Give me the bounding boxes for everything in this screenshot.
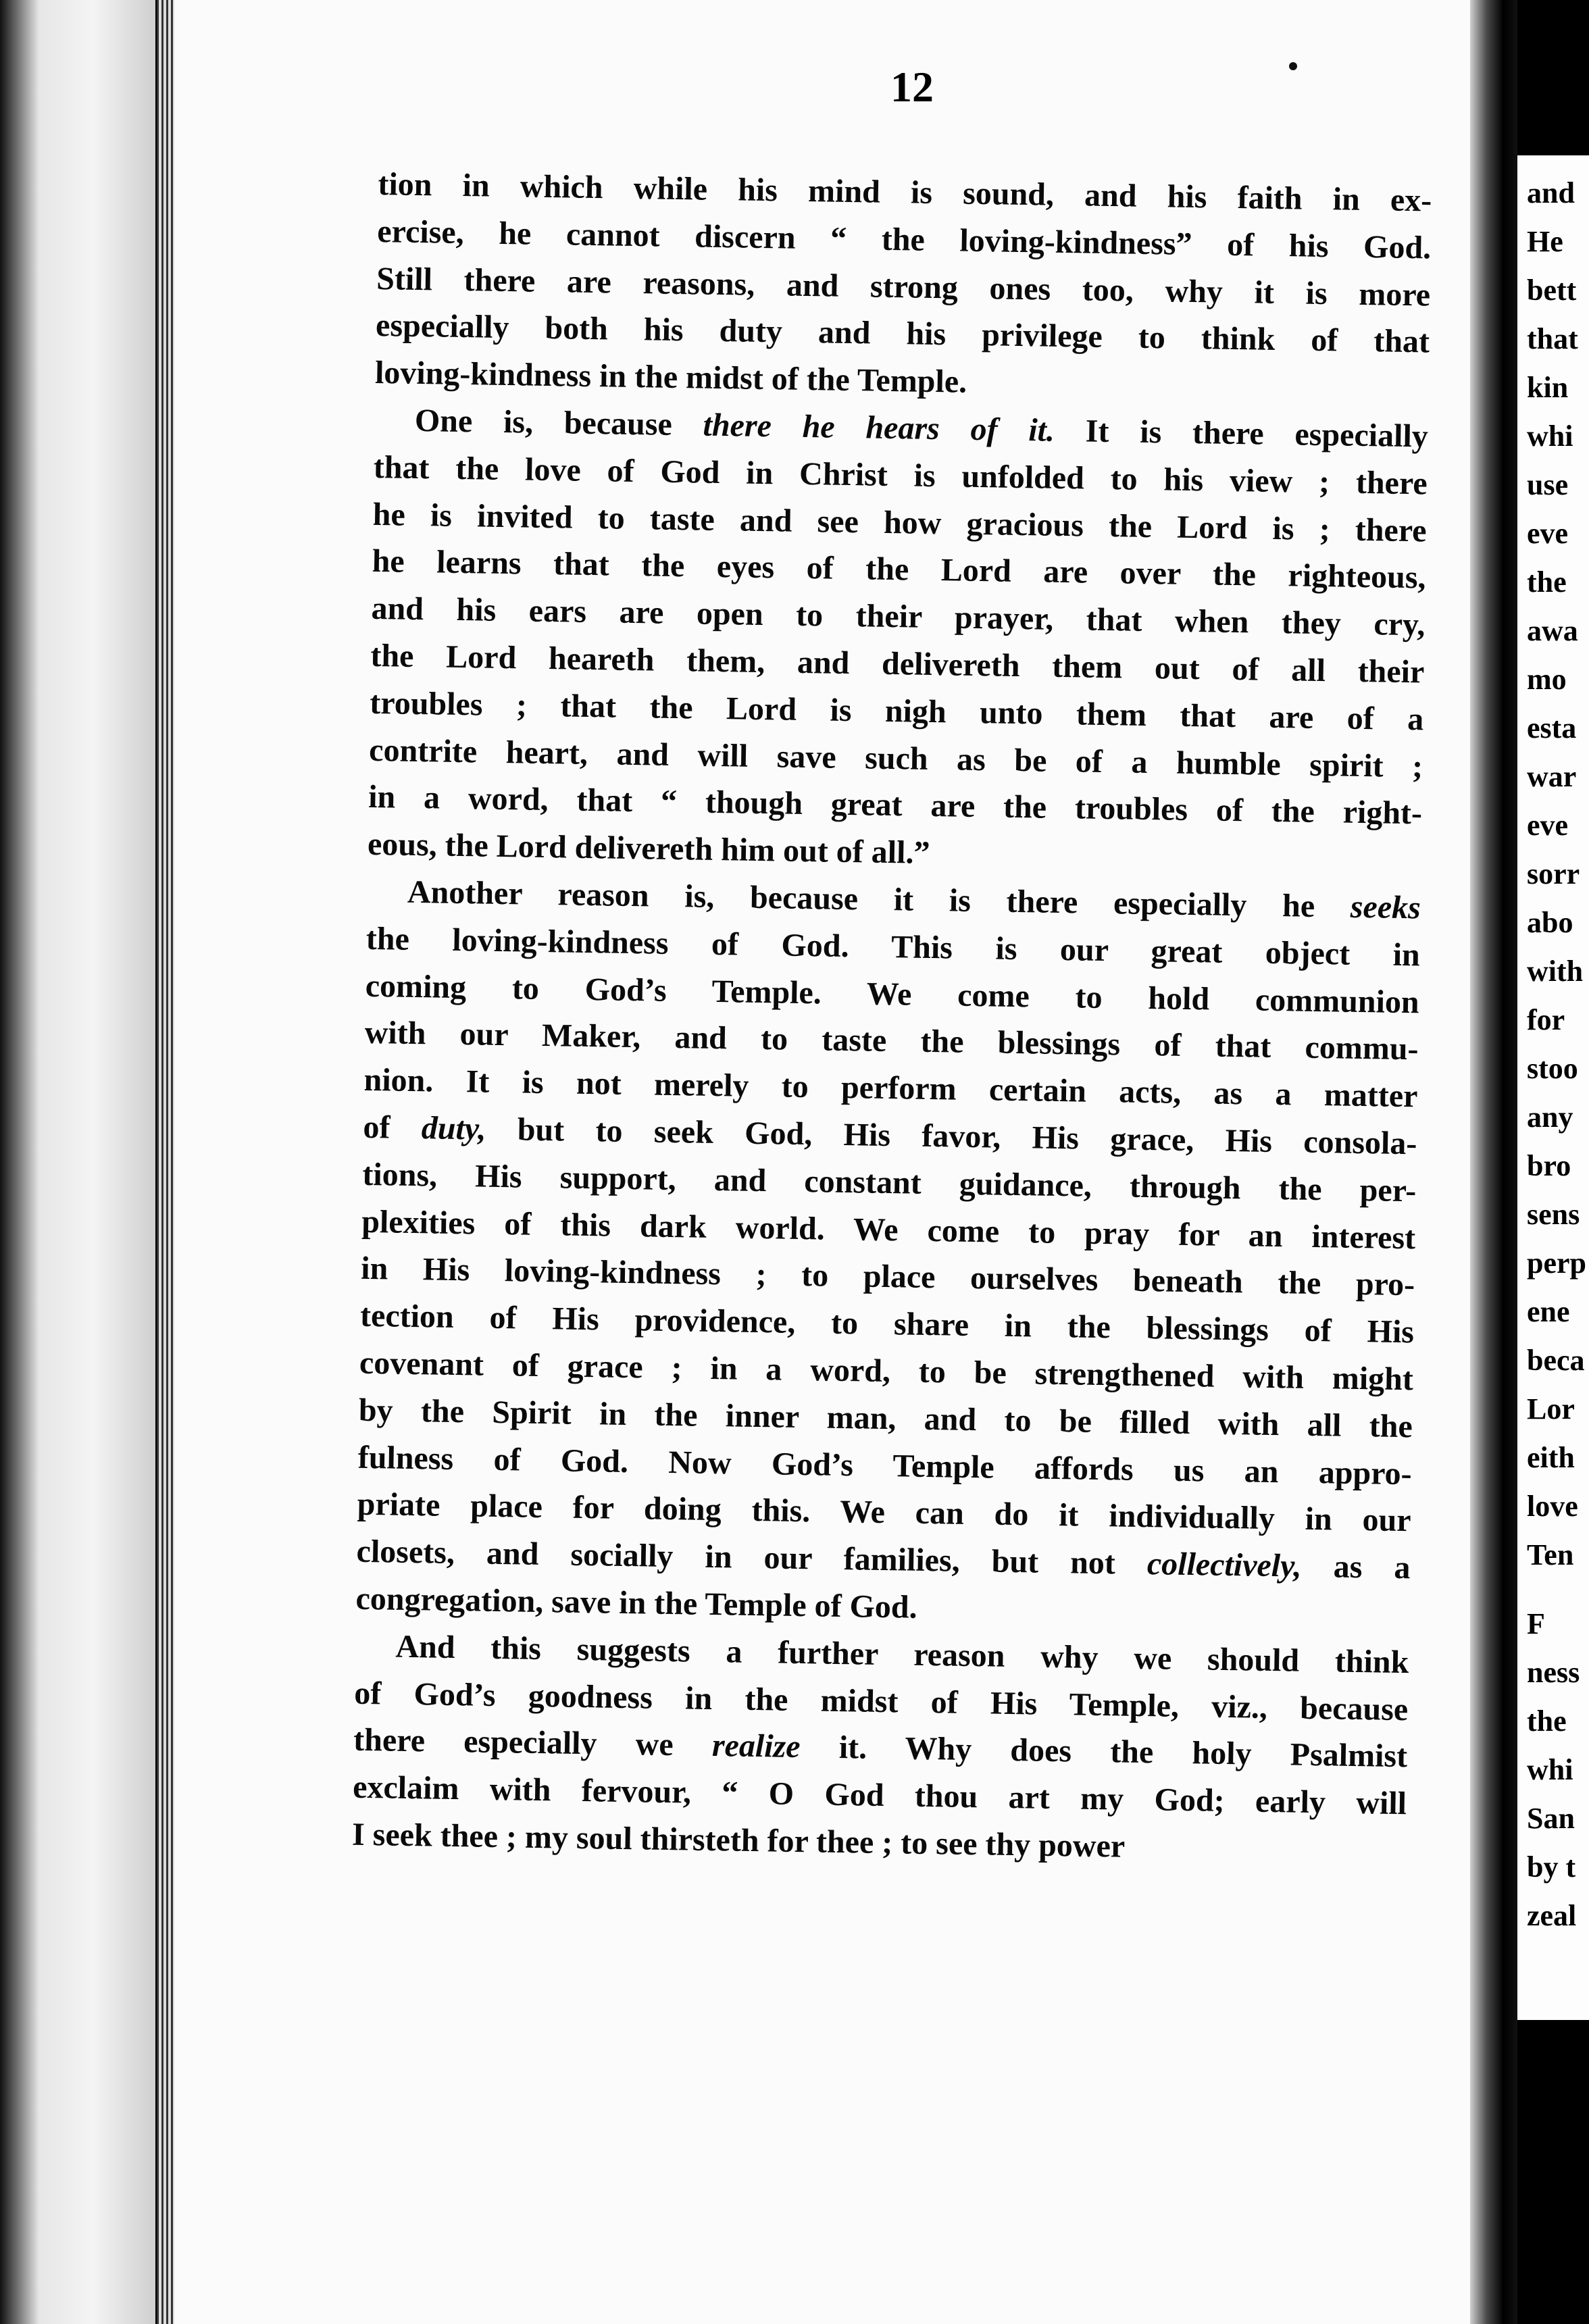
book-gutter-shadow <box>1470 0 1517 2324</box>
page-number: 12 <box>890 63 934 111</box>
text-run: eous, the Lord delivereth him out of all.” <box>367 826 930 872</box>
facing-page-fragment: the <box>1527 1704 1567 1738</box>
facing-page-fragment: perp <box>1527 1246 1586 1280</box>
text-run: in a word, that “ though great are the troubles of the right- <box>368 779 1423 832</box>
text-run: contrite heart, and will save such as be of a humble spirit ; <box>368 732 1423 784</box>
facing-page-fragment: ness <box>1527 1656 1580 1689</box>
text-run: congregation, save in the Temple of God. <box>355 1580 918 1625</box>
text-run: but to seek God, His favor, His grace, His consola- <box>486 1111 1417 1162</box>
facing-page-fragment: for <box>1527 1003 1565 1036</box>
facing-page-fragment: whi <box>1527 1753 1573 1786</box>
italic-text-run: collectively, <box>1146 1546 1303 1584</box>
facing-page-fragment: eve <box>1527 517 1569 550</box>
facing-page-fragment: mo <box>1527 663 1567 696</box>
text-run: One is, because <box>414 402 704 443</box>
facing-page-fragment: war <box>1527 760 1577 793</box>
text-run: ercise, he cannot discern “ the loving-kindness” of his God. <box>376 213 1432 266</box>
facing-page-fragment: He <box>1527 225 1563 258</box>
text-run: and his ears are open to their prayer, that when they cry, <box>371 590 1426 643</box>
ink-dot-mark <box>1289 62 1297 70</box>
facing-page-fragment: awa <box>1527 614 1578 647</box>
facing-page-fragment: sorr <box>1527 857 1580 890</box>
facing-page-fragment: San <box>1527 1802 1575 1835</box>
facing-page-fragment: ene <box>1527 1295 1570 1328</box>
text-run: It is there especially <box>1054 412 1429 455</box>
facing-page-fragment: use <box>1527 468 1569 501</box>
text-run: I seek thee ; my soul thirsteth for thee ; to see thy power <box>351 1816 1126 1865</box>
text-run: the Lord heareth them, and delivereth them out of all their <box>370 637 1425 690</box>
text-run: priate place for doing this. We can do it individually in our <box>357 1486 1411 1539</box>
facing-page-fragment: whi <box>1527 420 1573 453</box>
facing-page-fragment: the <box>1527 565 1567 599</box>
text-run: it. Why does the holy Psalmist <box>800 1729 1408 1775</box>
facing-page-fragment: abo <box>1527 906 1573 939</box>
text-run: nion. It is not merely to perform certain acts, as a matter <box>363 1061 1418 1115</box>
italic-text-run: there he hears of it. <box>703 407 1055 449</box>
facing-page-fragment: love <box>1527 1490 1578 1523</box>
text-run: by the Spirit in the inner man, and to be filled with all the <box>358 1392 1413 1444</box>
facing-page-fragment: any <box>1527 1101 1573 1134</box>
page-body-text <box>352 161 1432 1875</box>
text-run: troubles ; that the Lord is nigh unto them that are of a <box>369 684 1424 738</box>
text-run: he learns that the eyes of the Lord are over the righteous, <box>372 543 1426 596</box>
text-run: plexities of this dark world. We come to pray for an interest <box>361 1203 1416 1256</box>
text-run: exclaim with fervour, “ O God thou art my God; early will <box>352 1769 1407 1822</box>
facing-page-fragment: that <box>1527 322 1578 355</box>
italic-text-run: realize <box>711 1727 801 1765</box>
facing-page-fragment: bro <box>1527 1149 1571 1182</box>
text-run: the loving-kindness of God. This is our great object in <box>365 920 1421 974</box>
text-run: as a <box>1301 1548 1411 1586</box>
text-run: of <box>363 1109 422 1146</box>
text-run: with our Maker, and to taste the blessings of that commu- <box>364 1015 1419 1067</box>
text-run: he is invited to taste and see how gracious the Lord is ; there <box>372 496 1428 549</box>
text-run: closets, and socially in our families, but not <box>356 1533 1148 1582</box>
text-run: fulness of God. Now God’s Temple affords us an appro- <box>357 1439 1413 1492</box>
scan-left-margin <box>0 0 155 2324</box>
facing-page-fragment: eve <box>1527 809 1569 842</box>
facing-page-fragment: F <box>1527 1607 1545 1640</box>
facing-page-fragment: beca <box>1527 1344 1585 1377</box>
text-run: And this suggests a further reason why we should think <box>395 1628 1409 1680</box>
facing-page-fragment: and <box>1527 176 1575 209</box>
text-run: that the love of God in Christ is unfolded to his view ; there <box>373 449 1428 502</box>
facing-page-fragment: with <box>1527 955 1584 988</box>
text-run: tions, His support, and constant guidance, through the per- <box>362 1156 1417 1209</box>
text-run: loving-kindness in the midst of the Temple. <box>374 355 967 400</box>
italic-text-run: seeks <box>1350 888 1421 926</box>
text-run: of God’s goodness in the midst of His Temple, viz., because <box>353 1675 1409 1727</box>
facing-page-edge <box>1517 155 1589 2020</box>
facing-page-fragment: by t <box>1527 1850 1576 1884</box>
text-run: tion in which while his mind is sound, and his faith in ex- <box>378 166 1432 219</box>
facing-page-fragment: Lor <box>1527 1392 1575 1425</box>
facing-page-fragment: sens <box>1527 1198 1580 1231</box>
text-run: covenant of grace ; in a word, to be strengthened with might <box>359 1344 1414 1398</box>
facing-page-fragment: Ten <box>1527 1538 1574 1571</box>
italic-text-run: duty, <box>421 1110 486 1147</box>
book-page-edges <box>157 0 174 2324</box>
facing-page-fragment: stoo <box>1527 1052 1578 1085</box>
text-run: Another reason is, because it is there especially he <box>407 874 1351 925</box>
facing-page-fragment: eith <box>1527 1441 1575 1474</box>
text-run: especially both his duty and his privilege to think of that <box>375 307 1430 360</box>
facing-page-fragment: bett <box>1527 274 1577 307</box>
facing-page-fragment: zeal <box>1527 1899 1577 1932</box>
text-run: coming to God’s Temple. We come to hold communion <box>365 967 1420 1020</box>
facing-page-fragment: esta <box>1527 711 1577 744</box>
facing-page-fragment: kin <box>1527 371 1569 404</box>
text-run: there especially we <box>353 1722 713 1764</box>
text-run: Still there are reasons, and strong ones too, why it is more <box>376 260 1431 313</box>
text-run: tection of His providence, to share in the blessings of His <box>359 1297 1415 1350</box>
text-run: in His loving-kindness ; to place ourselves beneath the pro- <box>360 1251 1415 1303</box>
